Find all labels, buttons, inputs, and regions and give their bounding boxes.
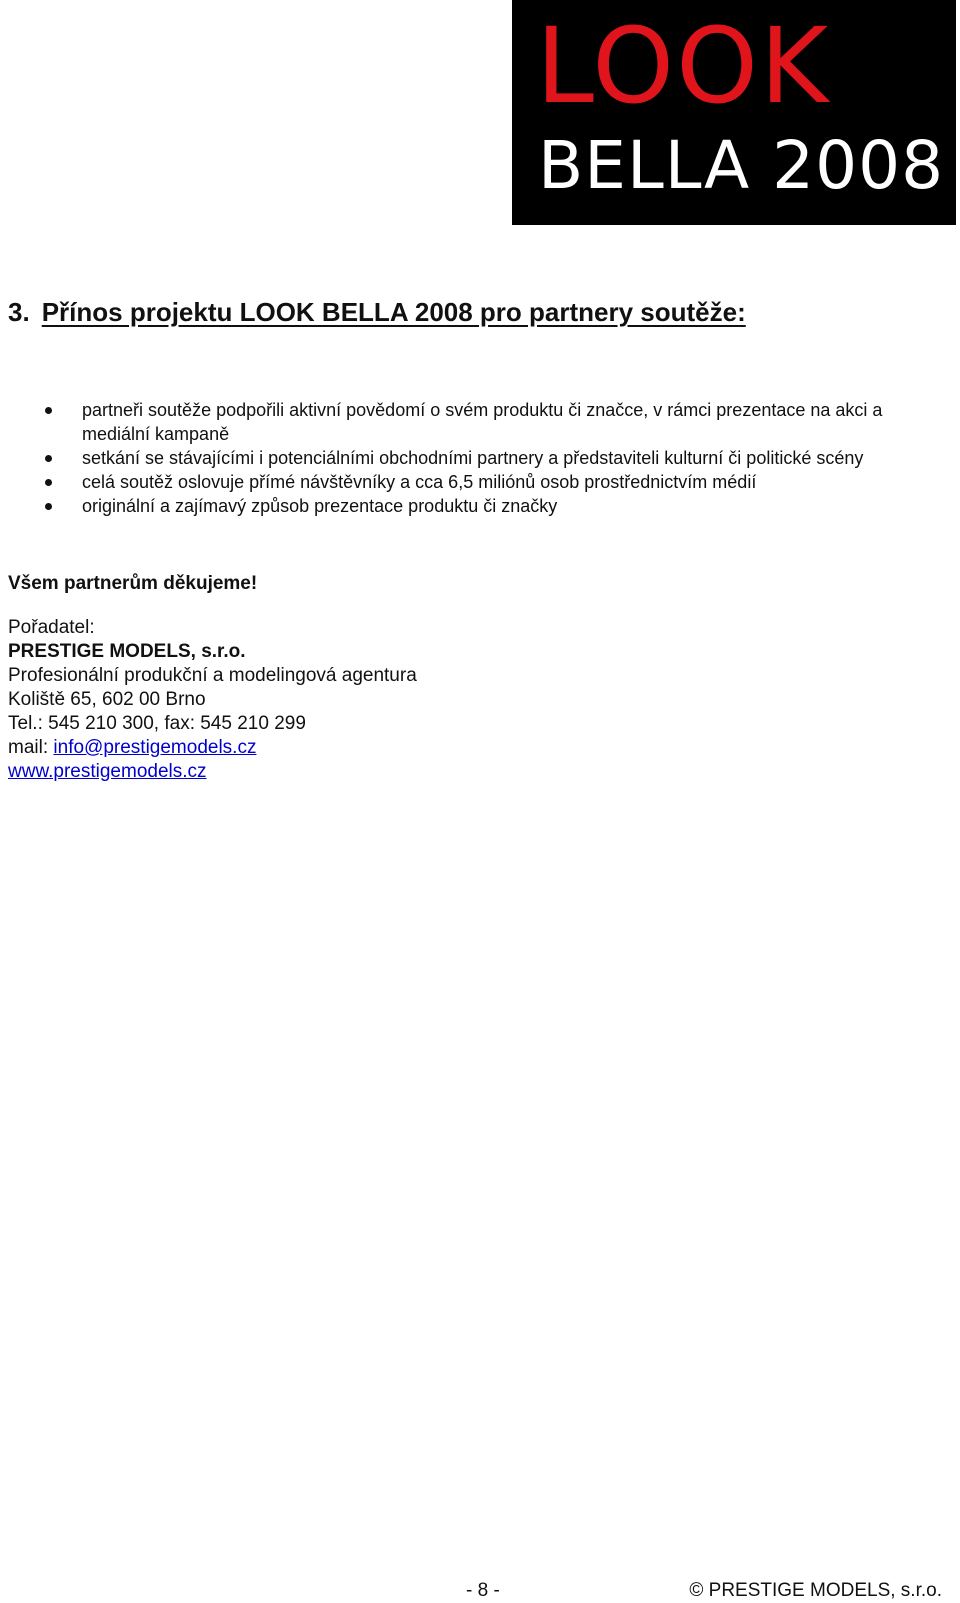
benefits-list	[0, 398, 960, 518]
organizer-block	[8, 616, 417, 784]
list-item	[0, 398, 960, 446]
list-item	[0, 446, 960, 470]
list-item-text: originální a zajímavý způsob prezentace produktu či značky	[82, 496, 558, 516]
email-link[interactable]: info@prestigemodels.cz	[53, 737, 257, 758]
thanks-text: Všem partnerům děkujeme!	[8, 573, 258, 594]
page-number: - 8 -	[466, 1580, 500, 1601]
list-item	[0, 470, 960, 494]
bullet-icon	[45, 455, 52, 462]
section-heading	[8, 296, 746, 328]
organizer-web-line	[8, 760, 417, 784]
logo-line-bella-2008: BELLA 2008	[538, 127, 945, 204]
bullet-icon	[45, 503, 52, 510]
footer-copyright: © PRESTIGE MODELS, s.r.o.	[689, 1580, 942, 1601]
section-number: 3.	[8, 297, 30, 327]
organizer-label: Pořadatel:	[8, 617, 95, 638]
look-bella-logo	[512, 0, 956, 225]
website-link[interactable]: www.prestigemodels.cz	[8, 761, 207, 782]
list-item	[0, 494, 960, 518]
organizer-phone: Tel.: 545 210 300, fax: 545 210 299	[8, 713, 306, 734]
section-title: Přínos projektu LOOK BELLA 2008 pro partnery soutěže:	[41, 297, 746, 327]
logo-line-look: LOOK	[536, 5, 831, 127]
bullet-icon	[45, 407, 52, 414]
list-item-text: celá soutěž oslovuje přímé návštěvníky a cca 6,5 miliónů osob prostřednictvím médií	[82, 472, 757, 492]
organizer-mail-line	[8, 736, 417, 760]
list-item-text: partneři soutěže podpořili aktivní povědomí o svém produktu či značce, v rámci prezentace na akci a mediální kampaně	[82, 400, 883, 444]
mail-label: mail:	[8, 737, 54, 758]
organizer-description: Profesionální produkční a modelingová agentura	[8, 665, 417, 686]
organizer-address: Koliště 65, 602 00 Brno	[8, 689, 206, 710]
organizer-company: PRESTIGE MODELS, s.r.o.	[8, 641, 246, 662]
list-item-text: setkání se stávajícími i potenciálními obchodními partnery a představiteli kulturní či politické scény	[82, 448, 864, 468]
bullet-icon	[45, 479, 52, 486]
